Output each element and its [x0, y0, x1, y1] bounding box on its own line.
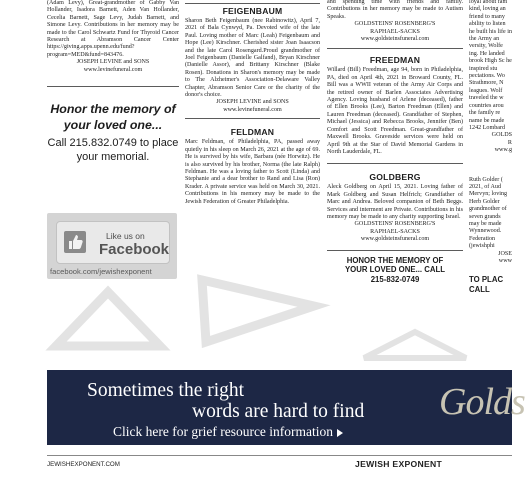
banner-headline-2: words are hard to find: [192, 401, 365, 422]
goldsteins-logo: Golds: [439, 381, 525, 423]
funeral-home-name: RAPHAEL-SACKS: [370, 28, 420, 35]
star-of-david-decoration: [52, 290, 164, 350]
obituary-column-4: [469, 0, 512, 294]
facebook-promo[interactable]: [47, 213, 177, 279]
banner-link[interactable]: [113, 424, 343, 440]
obituary-column-1: [47, 0, 179, 164]
facebook-like-label: Like us on: [106, 231, 145, 241]
divider: [47, 455, 512, 456]
obituary-text-feigenbaum: Sharon Beth Feigenbaum (nee Rabinowitz), April 7, 2021 of Bala Cynwyd, Pa. Devoted wife of the late Paul. Loving mother of Marc (Leah) Feigenbaum and Hope (Lee) Kirschner. Cherished sister Joan Isaacson and the late Carol Rosengard.Proud grandmother of Joel Feigenbaum (Danielle Galfand), Bryan Kirschner (Danielle Assor), and Brittany Kirschner (Blake Rosen). Donations in Sharon's memory may be made to The Alzheimer's Association-Delaware Valley Chapter, Abramson Senior Care or the charity of the donor's choice.: [185, 18, 320, 99]
facebook-url[interactable]: facebook.com/jewishexponent: [50, 267, 152, 276]
footer-site-url[interactable]: JEWISHEXPONENT.COM: [47, 461, 120, 468]
footer-publication: JEWISH EXPONENT: [355, 459, 443, 469]
obituary-text-goldberg: Aleck Goldberg on April 15, 2021. Loving father of Mark Goldberg and Susan Helfrich; Grandfather of Marc and Andrea. Beloved companion of Beth Beggs. Services and interment are Private. Contributions in his memory may be made to any charity supporting Israel.: [327, 184, 463, 220]
honor-memory-heading: Honor the memory of your loved one...: [50, 102, 176, 133]
funeral-home-name: GOLDS: [491, 132, 512, 139]
star-of-david-decoration: [188, 276, 320, 346]
thumbs-up-icon: [63, 230, 87, 254]
divider: [47, 86, 179, 87]
divider: [327, 250, 463, 251]
honor-memory-box: HONOR THE MEMORY OF YOUR LOVED ONE... CALL 215-832-0749: [344, 255, 446, 284]
obituary-column-2: [185, 0, 320, 206]
funeral-home-name: GOLDSTEINS' ROSENBERG'S: [354, 221, 436, 228]
funeral-home-url[interactable]: www.levinefuneral.com: [83, 66, 143, 73]
funeral-home-url[interactable]: www.levinefuneral.com: [223, 106, 282, 113]
arrow-right-icon: [337, 429, 343, 437]
banner-headline-1: Sometimes the right: [87, 380, 245, 401]
obituary-name-freedman: FREEDMAN: [369, 55, 421, 66]
divider: [185, 118, 320, 119]
obituary-text: Ruth Golder ( 2021, of Aud Mervyn; loving Herb Golder grandmother of seven grands may be made Wynnewood. Federation (jewishphi: [469, 176, 508, 250]
divider: [327, 48, 463, 49]
funeral-home-name: JOSEPH LEVINE and SONS: [216, 99, 289, 106]
funeral-home-url[interactable]: www: [498, 258, 512, 264]
funeral-home-url[interactable]: www.g: [494, 147, 512, 154]
obituary-text-feldman: Marc Feldman, of Philadelphia, PA, passed away quietly in his sleep on March 26, 2021 at the age of 69. He is survived by his wife, Barbara (née Horwitz). He is also survived by his brother, Norma (the late Ralph) Feldman. He was a loving father to Scott (Linda) and Stephanie and a dear brother to Rand and Lisa (Ron) Krader. A private service was held on March 30, 2021. Contributions in his memory may be made to the Jewish Federation of Greater Philadelphia.: [185, 139, 320, 205]
divider: [185, 3, 320, 4]
obituary-name-goldberg: GOLDBERG: [369, 172, 421, 183]
funeral-home-name: JOSEPH LEVINE and SONS: [76, 59, 150, 66]
funeral-home-name: RAPHAEL-SACKS: [370, 228, 420, 235]
honor-memory-call: Call 215.832.0749 to place your memorial.: [47, 137, 179, 164]
funeral-home-url[interactable]: www.goldsteinsfuneral.com: [360, 236, 430, 243]
funeral-home-name: GOLDSTEINS' ROSENBERG'S: [354, 21, 436, 28]
obituary-name-feldman: FELDMAN: [230, 127, 275, 138]
facebook-wordmark: Facebook: [99, 241, 170, 258]
place-memorial-box: TO PLAC CALL: [469, 275, 504, 294]
funeral-home-url[interactable]: www.goldsteinsfuneral.com: [360, 36, 430, 43]
obituary-name-feigenbaum: FEIGENBAUM: [222, 6, 283, 16]
grief-resource-banner[interactable]: [47, 370, 525, 445]
obituary-text: and spending time with friends and family. Contributions in her memory may be made to Autism Speaks.: [327, 0, 463, 20]
obituary-text: loyal about fam kind, loving an friend to many ability to listen he built his life in the Army an versity, Wolfe ing. He landed brook High Sc he inspired stu pectations. Wo Strathmore, N leagues. Wolf traveled the w countries arou the family re name be made 1242 Lombard: [469, 0, 512, 131]
obituary-text-freedman: Willard (Bill) Freedman, age 94, born in Philadelphia, PA, died on April 4th, 2021 in Broward County, FL. Bill was a WWII veteran of the Army Air Corps and the retired owner of Barlen Associates Advertising Agency. Loving husband of Arlene (deceased), father of Ellen Brooks (Lee), Barton Freedman (Ellen) and Lauren Freedman (deceased). Grandfather of Stephen, Michael (Jessica) and Rebecca Brooks, Jennifer (Ben) Comfort and Scott Freedman. Great-grandfather of Maxwell Brooks. Graveside services were held on April 9th at the Star of David Memorial Gardens in North Lauderdale, FL.: [327, 67, 463, 155]
funeral-home-name: R: [507, 139, 512, 146]
obituary-column-3: [327, 0, 463, 284]
obituary-text: (Adam Levy), Great-grandmother of Gabby Van Hollander, Isadora Barnett, Aden Van Hollander, Cecelia Barnett, Sage Levy, Judah Barnett, and Simone Levy. Contributions in her memory may be made to the Carol Schwartz Fund for Thyroid Cancer Research at Abramson Cancer Center https://giving.apps.upenn.edu/fund?program=MED&fund=843476.: [47, 0, 179, 58]
facebook-like-box[interactable]: [56, 221, 170, 264]
star-of-david-decoration: [360, 330, 470, 360]
divider: [327, 163, 463, 164]
banner-link-text: Click here for grief resource information: [113, 424, 334, 439]
funeral-home-name: JOSE: [498, 250, 512, 257]
